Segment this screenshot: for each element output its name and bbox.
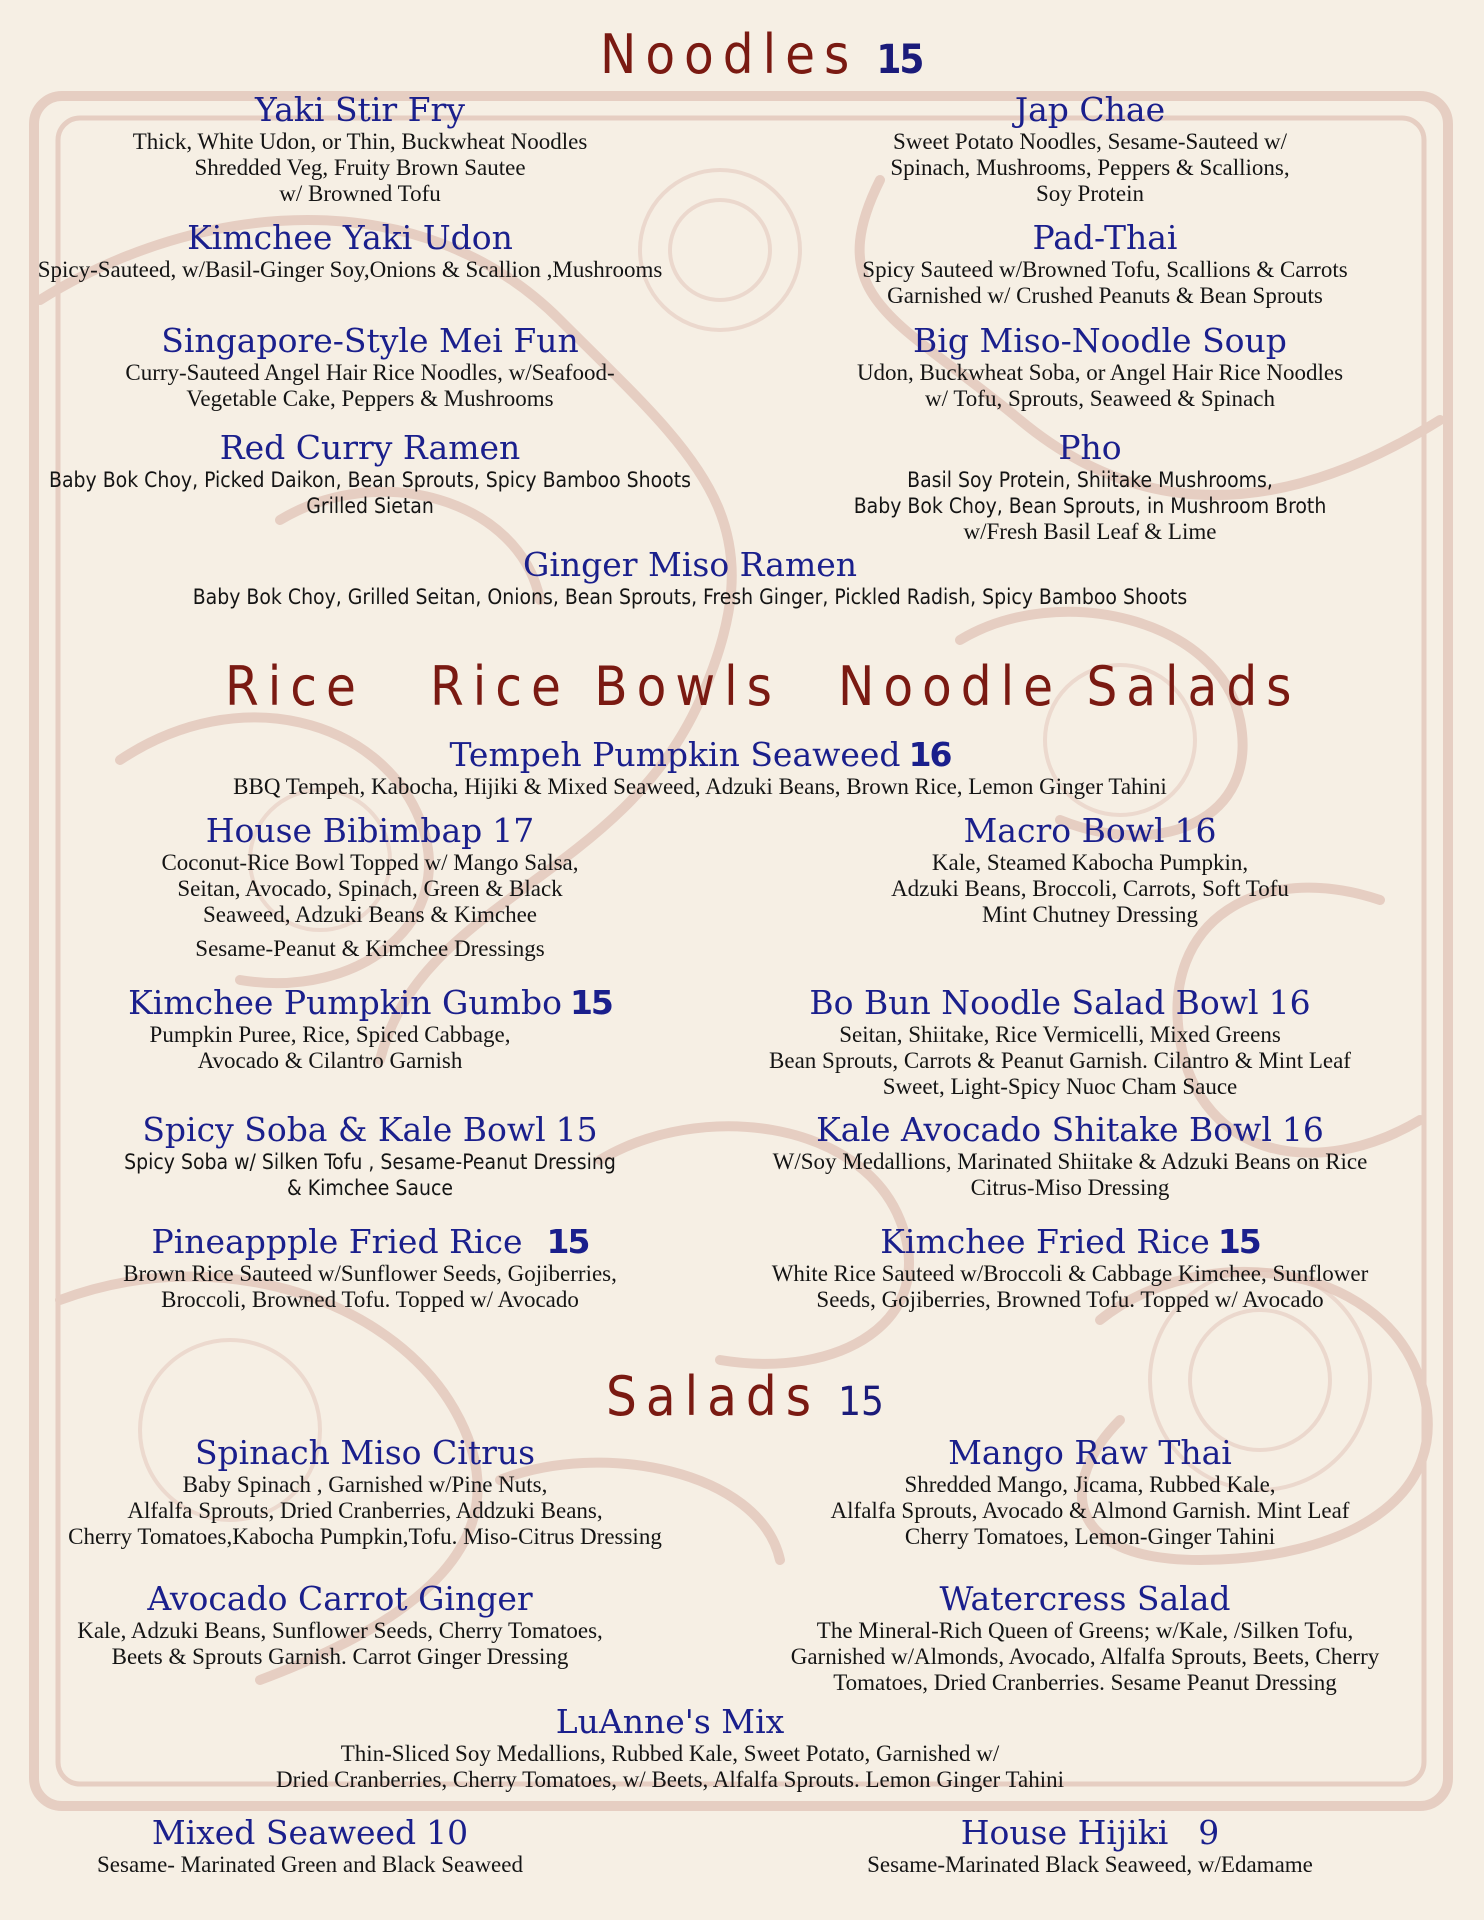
item-desc-line: & Kimchee Sauce	[287, 1176, 453, 1200]
menu-item-pho	[780, 429, 1400, 545]
item-title: Mango Raw Thai	[948, 1433, 1232, 1472]
menu-item-tempeh-pumpkin-seaweed	[130, 736, 1270, 800]
section-heading-rice-bowls	[430, 655, 781, 718]
menu-item-kale-avocado-shitake-bowl	[680, 1111, 1460, 1201]
section-heading-rice	[225, 655, 365, 718]
item-title: Spinach Miso Citrus	[194, 1433, 536, 1472]
item-desc-line: Udon, Buckwheat Soba, or Angel Hair Rice Noodles	[856, 360, 1344, 385]
menu-item-avocado-carrot-ginger	[20, 1580, 660, 1670]
item-desc-line: w/ Browned Tofu	[279, 181, 441, 206]
item-desc-line: Grilled Sietan	[306, 494, 434, 518]
menu-item-mango-raw-thai	[740, 1434, 1440, 1550]
menu-item-pineapple-fried-rice	[30, 1223, 710, 1313]
menu-item-kimchee-pumpkin-gumbo	[40, 984, 700, 1074]
item-desc-line: Sweet Potato Noodles, Sesame-Sauteed w/	[892, 129, 1288, 154]
menu-item-macro-bowl	[780, 812, 1400, 928]
item-title: Pho	[1058, 428, 1122, 467]
item-title: Kimchee Pumpkin Gumbo	[128, 983, 562, 1022]
menu-item-mixed-seaweed	[20, 1814, 600, 1878]
item-desc-line: Garnished w/Almonds, Avocado, Alfalfa Sprouts, Beets, Cherry	[790, 1644, 1380, 1669]
menu-item-yaki-stir-fry	[40, 91, 680, 207]
menu-item-luannes-mix	[170, 1703, 1170, 1793]
menu-item-singapore-mei-fun	[40, 322, 700, 412]
item-desc-line: Spicy Soba w/ Silken Tofu , Sesame-Peanut Dressing	[124, 1150, 616, 1174]
item-desc-line: Tomatoes, Dried Cranberries. Sesame Peanut Dressing	[833, 1670, 1337, 1695]
item-desc-line: Mint Chutney Dressing	[982, 902, 1198, 927]
item-desc-line: Baby Bok Choy, Bean Sprouts, in Mushroom Broth	[853, 494, 1327, 518]
item-desc-line: Seitan, Avocado, Spinach, Green & Black	[177, 876, 563, 901]
item-title: Tempeh Pumpkin Seaweed	[449, 735, 901, 774]
salads-heading: Salads	[606, 1365, 821, 1428]
item-desc-line: Citrus-Miso Dressing	[970, 1175, 1170, 1200]
menu-item-kimchee-fried-rice	[700, 1223, 1440, 1313]
item-desc-line: Coconut-Rice Bowl Topped w/ Mango Salsa,	[161, 850, 579, 875]
item-price: 10	[426, 1813, 469, 1852]
item-desc-line: Spinach, Mushrooms, Peppers & Scallions,	[890, 155, 1290, 180]
item-desc-line: Kale, Adzuki Beans, Sunflower Seeds, Cherry Tomatoes,	[77, 1618, 603, 1643]
item-title: Pineappple Fried Rice	[151, 1222, 523, 1261]
item-title: Avocado Carrot Ginger	[147, 1579, 533, 1618]
menu-item-spinach-miso-citrus	[20, 1434, 710, 1550]
item-title: Ginger Miso Ramen	[522, 545, 858, 584]
item-price: 16	[908, 735, 951, 774]
item-desc-line: Curry-Sauteed Angel Hair Rice Noodles, w/Seafood-	[125, 360, 615, 385]
item-price: 15	[546, 1222, 589, 1261]
item-title: LuAnne's Mix	[555, 1702, 785, 1741]
item-price: 15	[555, 1110, 598, 1149]
menu-item-bo-bun-noodle-salad-bowl	[660, 984, 1460, 1100]
item-desc-line: Avocado & Cilantro Garnish	[197, 1048, 463, 1073]
item-desc-line: Dried Cranberries, Cherry Tomatoes, w/ Beets, Alfalfa Sprouts. Lemon Ginger Tahini	[276, 1767, 1064, 1792]
item-title: Yaki Stir Fry	[255, 90, 465, 129]
item-desc-line: Kale, Steamed Kabocha Pumpkin,	[931, 850, 1249, 875]
menu-item-pad-thai	[790, 219, 1420, 309]
item-price: 15	[569, 983, 612, 1022]
item-title: Kimchee Fried Rice	[880, 1222, 1210, 1261]
item-desc-line: Baby Bok Choy, Picked Daikon, Bean Sprouts, Spicy Bamboo Shoots	[49, 468, 691, 492]
item-desc-line: Sweet, Light-Spicy Nuoc Cham Sauce	[882, 1074, 1238, 1099]
item-title: Jap Chae	[1014, 90, 1166, 129]
item-desc-line: Soy Protein	[1036, 181, 1144, 206]
item-desc-line: Seitan, Shiitake, Rice Vermicelli, Mixed Greens	[839, 1022, 1281, 1047]
rice-bowls-heading: Rice Bowls	[430, 655, 781, 718]
item-title: Red Curry Ramen	[219, 428, 521, 467]
menu-item-jap-chae	[780, 91, 1400, 207]
item-desc-line: Beets & Sprouts Garnish. Carrot Ginger Dressing	[111, 1644, 569, 1669]
item-desc-line: W/Soy Medallions, Marinated Shiitake & Adzuki Beans on Rice	[772, 1149, 1368, 1174]
item-desc-line: Bean Sprouts, Carrots & Peanut Garnish. Cilantro & Mint Leaf	[769, 1048, 1351, 1073]
item-desc-line: Baby Bok Choy, Grilled Seitan, Onions, Bean Sprouts, Fresh Ginger, Pickled Radish, Spicy Bamboo Shoots	[192, 585, 1188, 609]
item-desc-line: Spicy Sauteed w/Browned Tofu, Scallions & Carrots	[862, 257, 1348, 282]
menu-item-ginger-miso-ramen	[80, 546, 1300, 610]
item-title: House Bibimbap	[205, 811, 483, 850]
item-desc-line: Baby Spinach , Garnished w/Pine Nuts,	[182, 1472, 548, 1497]
item-desc-note: Sesame-Peanut & Kimchee Dressings	[195, 936, 545, 961]
item-desc-line: White Rice Sauteed w/Broccoli & Cabbage Kimchee, Sunflower	[771, 1261, 1369, 1286]
section-heading-noodles	[600, 23, 923, 86]
item-desc-line: Sesame- Marinated Green and Black Seaweed	[97, 1852, 523, 1877]
item-desc-line: Brown Rice Sauteed w/Sunflower Seeds, Gojiberries,	[123, 1261, 617, 1286]
item-title: Macro Bowl	[963, 811, 1165, 850]
item-title: Pad-Thai	[1032, 218, 1178, 257]
item-desc-line: Alfalfa Sprouts, Dried Cranberries, Addzuki Beans,	[127, 1498, 603, 1523]
noodles-price: 15	[876, 37, 923, 83]
rice-heading: Rice	[225, 655, 365, 718]
item-desc-line: Garnished w/ Crushed Peanuts & Bean Sprouts	[887, 283, 1323, 308]
menu-item-big-miso-noodle-soup	[770, 322, 1430, 412]
item-desc-line: The Mineral-Rich Queen of Greens; w/Kale, /Silken Tofu,	[816, 1618, 1354, 1643]
item-desc-line: Broccoli, Browned Tofu. Topped w/ Avocado	[161, 1287, 579, 1312]
item-price: 16	[1174, 811, 1217, 850]
item-desc-line: Pumpkin Puree, Rice, Spiced Cabbage,	[149, 1022, 511, 1047]
item-price: 15	[1217, 1222, 1260, 1261]
item-desc-line: Shredded Veg, Fruity Brown Sautee	[194, 155, 526, 180]
salads-price: 15	[838, 1379, 884, 1425]
item-desc-line: Cherry Tomatoes, Lemon-Ginger Tahini	[904, 1524, 1276, 1549]
item-title: Watercress Salad	[939, 1579, 1231, 1618]
item-desc-line: Alfalfa Sprouts, Avocado & Almond Garnish. Mint Leaf	[830, 1498, 1350, 1523]
item-desc-line: Thin-Sliced Soy Medallions, Rubbed Kale, Sweet Potato, Garnished w/	[340, 1741, 1000, 1766]
item-title: Kimchee Yaki Udon	[187, 218, 513, 257]
section-heading-noodle-salads	[838, 655, 1301, 718]
item-desc-line: w/ Tofu, Sprouts, Seaweed & Spinach	[925, 386, 1275, 411]
item-desc-line: BBQ Tempeh, Kabocha, Hijiki & Mixed Seaweed, Adzuki Beans, Brown Rice, Lemon Ginger Tahini	[233, 774, 1167, 799]
item-desc-line: Adzuki Beans, Broccoli, Carrots, Soft Tofu	[891, 876, 1289, 901]
item-title: Mixed Seaweed	[151, 1813, 417, 1852]
item-desc-line: Sesame-Marinated Black Seaweed, w/Edamame	[867, 1852, 1313, 1877]
noodle-salads-heading: Noodle Salads	[838, 655, 1301, 718]
section-heading-salads	[606, 1365, 884, 1428]
item-price: 16	[1268, 983, 1311, 1022]
item-title: House Hijiki	[960, 1813, 1169, 1852]
item-desc-line: w/Fresh Basil Leaf & Lime	[963, 519, 1217, 544]
menu-item-watercress-salad	[720, 1580, 1450, 1696]
menu-item-kimchee-yaki-udon	[20, 219, 680, 283]
menu-item-house-bibimbap	[60, 812, 680, 962]
item-price: 16	[1281, 1110, 1324, 1149]
item-desc-line: Shredded Mango, Jicama, Rubbed Kale,	[904, 1472, 1276, 1497]
item-title: Spicy Soba & Kale Bowl	[142, 1110, 546, 1149]
item-desc-line: Seeds, Gojiberries, Browned Tofu. Topped w/ Avocado	[816, 1287, 1324, 1312]
item-title: Kale Avocado Shitake Bowl	[816, 1110, 1272, 1149]
item-price: 17	[492, 811, 535, 850]
item-title: Bo Bun Noodle Salad Bowl	[809, 983, 1259, 1022]
item-desc-line: Seaweed, Adzuki Beans & Kimchee	[202, 902, 538, 927]
item-desc-line: Thick, White Udon, or Thin, Buckwheat Noodles	[132, 129, 588, 154]
item-desc-line: Vegetable Cake, Peppers & Mushrooms	[186, 386, 554, 411]
menu-item-spicy-soba-kale-bowl	[30, 1111, 710, 1201]
item-price: 9	[1198, 1813, 1220, 1852]
noodles-heading: Noodles	[600, 23, 859, 86]
item-title: Singapore-Style Mei Fun	[161, 321, 579, 360]
menu-item-red-curry-ramen	[20, 429, 720, 519]
menu-item-house-hijiki	[770, 1814, 1410, 1878]
item-desc-line: Basil Soy Protein, Shiitake Mushrooms,	[907, 468, 1273, 492]
item-title: Big Miso-Noodle Soup	[913, 321, 1287, 360]
item-desc-line: Cherry Tomatoes,Kabocha Pumpkin,Tofu. Miso-Citrus Dressing	[68, 1524, 662, 1549]
item-desc-line: Spicy-Sauteed, w/Basil-Ginger Soy,Onions & Scallion ,Mushrooms	[37, 257, 663, 282]
